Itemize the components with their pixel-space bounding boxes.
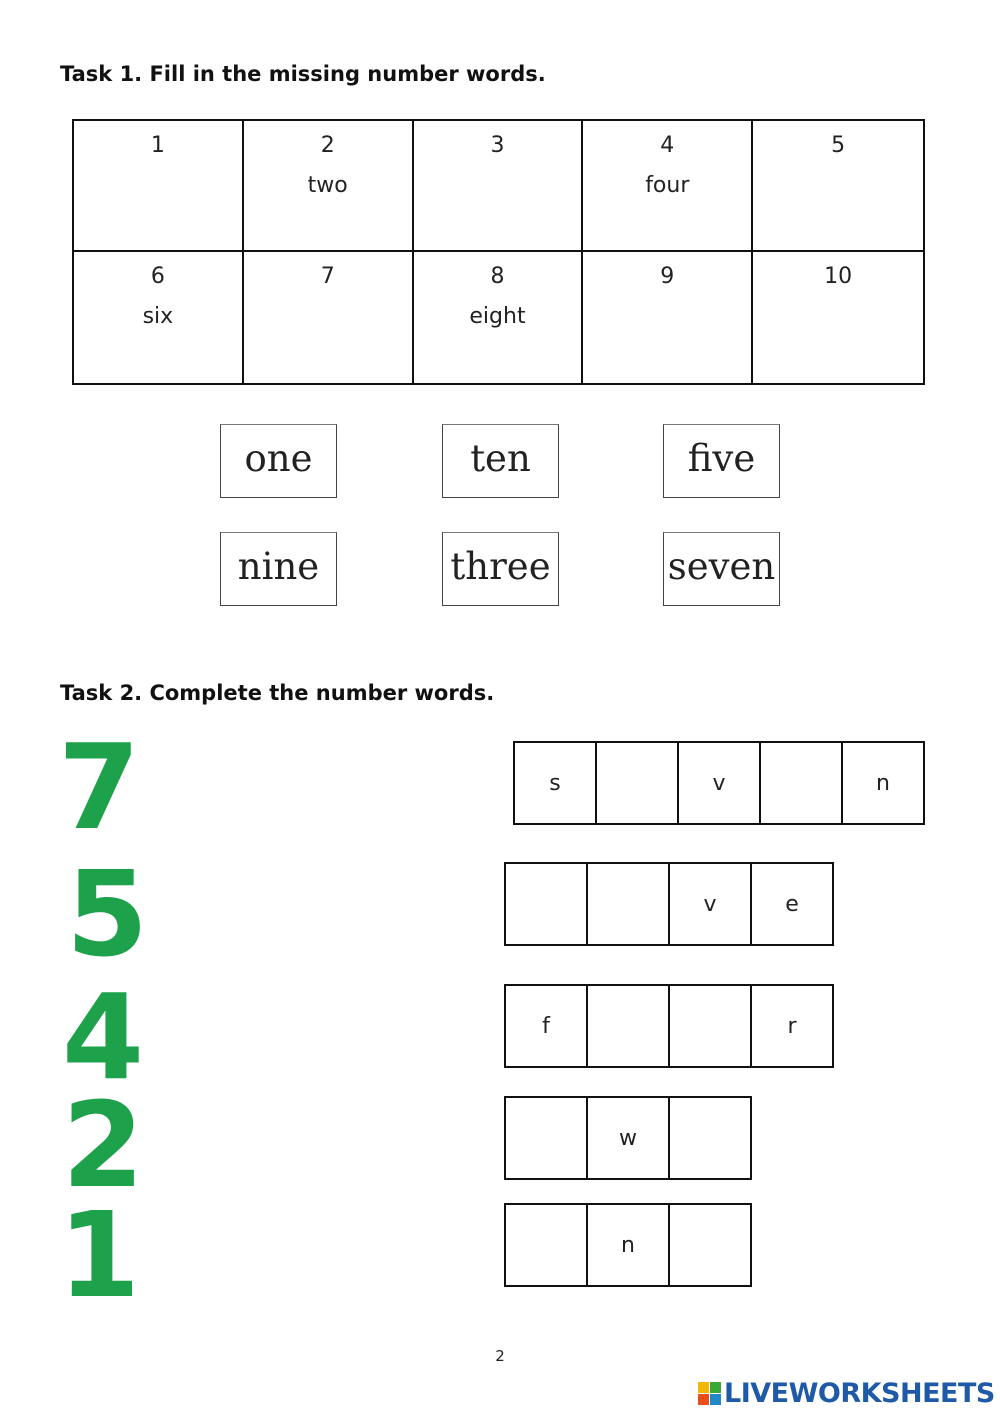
letter-box[interactable] bbox=[670, 1098, 752, 1180]
letter-box: e bbox=[752, 864, 834, 946]
letter-box: f bbox=[506, 986, 588, 1068]
word-card-five[interactable]: five bbox=[663, 424, 780, 498]
letter-box[interactable] bbox=[588, 986, 670, 1068]
grid-cell bbox=[583, 121, 753, 252]
word-card-nine[interactable]: nine bbox=[220, 532, 337, 606]
cell-word bbox=[753, 173, 923, 203]
letter-box[interactable] bbox=[670, 1205, 752, 1287]
grid-cell[interactable] bbox=[414, 121, 584, 252]
task2-title: Task 2. Complete the number words. bbox=[60, 681, 495, 705]
cell-number: 2 bbox=[320, 133, 335, 158]
big-number: 7 bbox=[58, 718, 141, 856]
letter-box[interactable] bbox=[670, 986, 752, 1068]
letter-box[interactable] bbox=[761, 743, 843, 825]
letter-box[interactable] bbox=[506, 1098, 588, 1180]
cell-number: 1 bbox=[150, 133, 165, 158]
letter-row-seven bbox=[513, 741, 925, 825]
word-card-seven[interactable]: seven bbox=[663, 532, 780, 606]
grid-cell bbox=[74, 252, 244, 383]
grid-cell bbox=[414, 252, 584, 383]
grid-cell[interactable] bbox=[583, 252, 753, 383]
cell-word bbox=[414, 173, 582, 203]
big-number: 1 bbox=[58, 1186, 141, 1324]
cell-number: 7 bbox=[320, 264, 335, 289]
cell-word bbox=[753, 304, 923, 334]
big-number: 4 bbox=[62, 968, 145, 1106]
cell-number: 3 bbox=[490, 133, 505, 158]
grid-cell[interactable] bbox=[74, 121, 244, 252]
cell-number: 4 bbox=[660, 133, 675, 158]
logo-icon bbox=[698, 1382, 721, 1405]
big-number: 5 bbox=[66, 845, 149, 983]
cell-number: 5 bbox=[831, 133, 846, 158]
letter-box: n bbox=[588, 1205, 670, 1287]
letter-box: r bbox=[752, 986, 834, 1068]
letter-box[interactable] bbox=[506, 1205, 588, 1287]
word-card-three[interactable]: three bbox=[442, 532, 559, 606]
letter-box: v bbox=[679, 743, 761, 825]
letter-box[interactable] bbox=[597, 743, 679, 825]
grid-cell bbox=[244, 121, 414, 252]
cell-word bbox=[583, 304, 751, 334]
liveworksheets-logo bbox=[698, 1378, 995, 1409]
word-card-one[interactable]: one bbox=[220, 424, 337, 498]
letter-row-four bbox=[504, 984, 834, 1068]
letter-box: v bbox=[670, 864, 752, 946]
cell-word: two bbox=[307, 173, 348, 198]
logo-text: LIVEWORKSHEETS bbox=[724, 1378, 995, 1409]
grid-cell[interactable] bbox=[244, 252, 414, 383]
letter-box: s bbox=[515, 743, 597, 825]
cell-word bbox=[244, 304, 412, 334]
grid-cell[interactable] bbox=[753, 252, 923, 383]
cell-number: 9 bbox=[660, 264, 675, 289]
letter-box: w bbox=[588, 1098, 670, 1180]
cell-number: 10 bbox=[824, 264, 853, 289]
cell-word: four bbox=[645, 173, 690, 198]
cell-word bbox=[74, 173, 242, 203]
letter-box: n bbox=[843, 743, 925, 825]
letter-row-two bbox=[504, 1096, 752, 1180]
task1-title: Task 1. Fill in the missing number words. bbox=[60, 62, 546, 86]
letter-box[interactable] bbox=[588, 864, 670, 946]
cell-number: 8 bbox=[490, 264, 505, 289]
letter-row-one bbox=[504, 1203, 752, 1287]
page-number: 2 bbox=[495, 1347, 505, 1365]
letter-box[interactable] bbox=[506, 864, 588, 946]
big-number: 2 bbox=[62, 1076, 145, 1214]
number-word-grid bbox=[72, 119, 925, 385]
letter-row-five bbox=[504, 862, 834, 946]
word-card-ten[interactable]: ten bbox=[442, 424, 559, 498]
cell-word: eight bbox=[469, 304, 526, 329]
cell-word: six bbox=[142, 304, 174, 329]
cell-number: 6 bbox=[150, 264, 165, 289]
grid-cell[interactable] bbox=[753, 121, 923, 252]
